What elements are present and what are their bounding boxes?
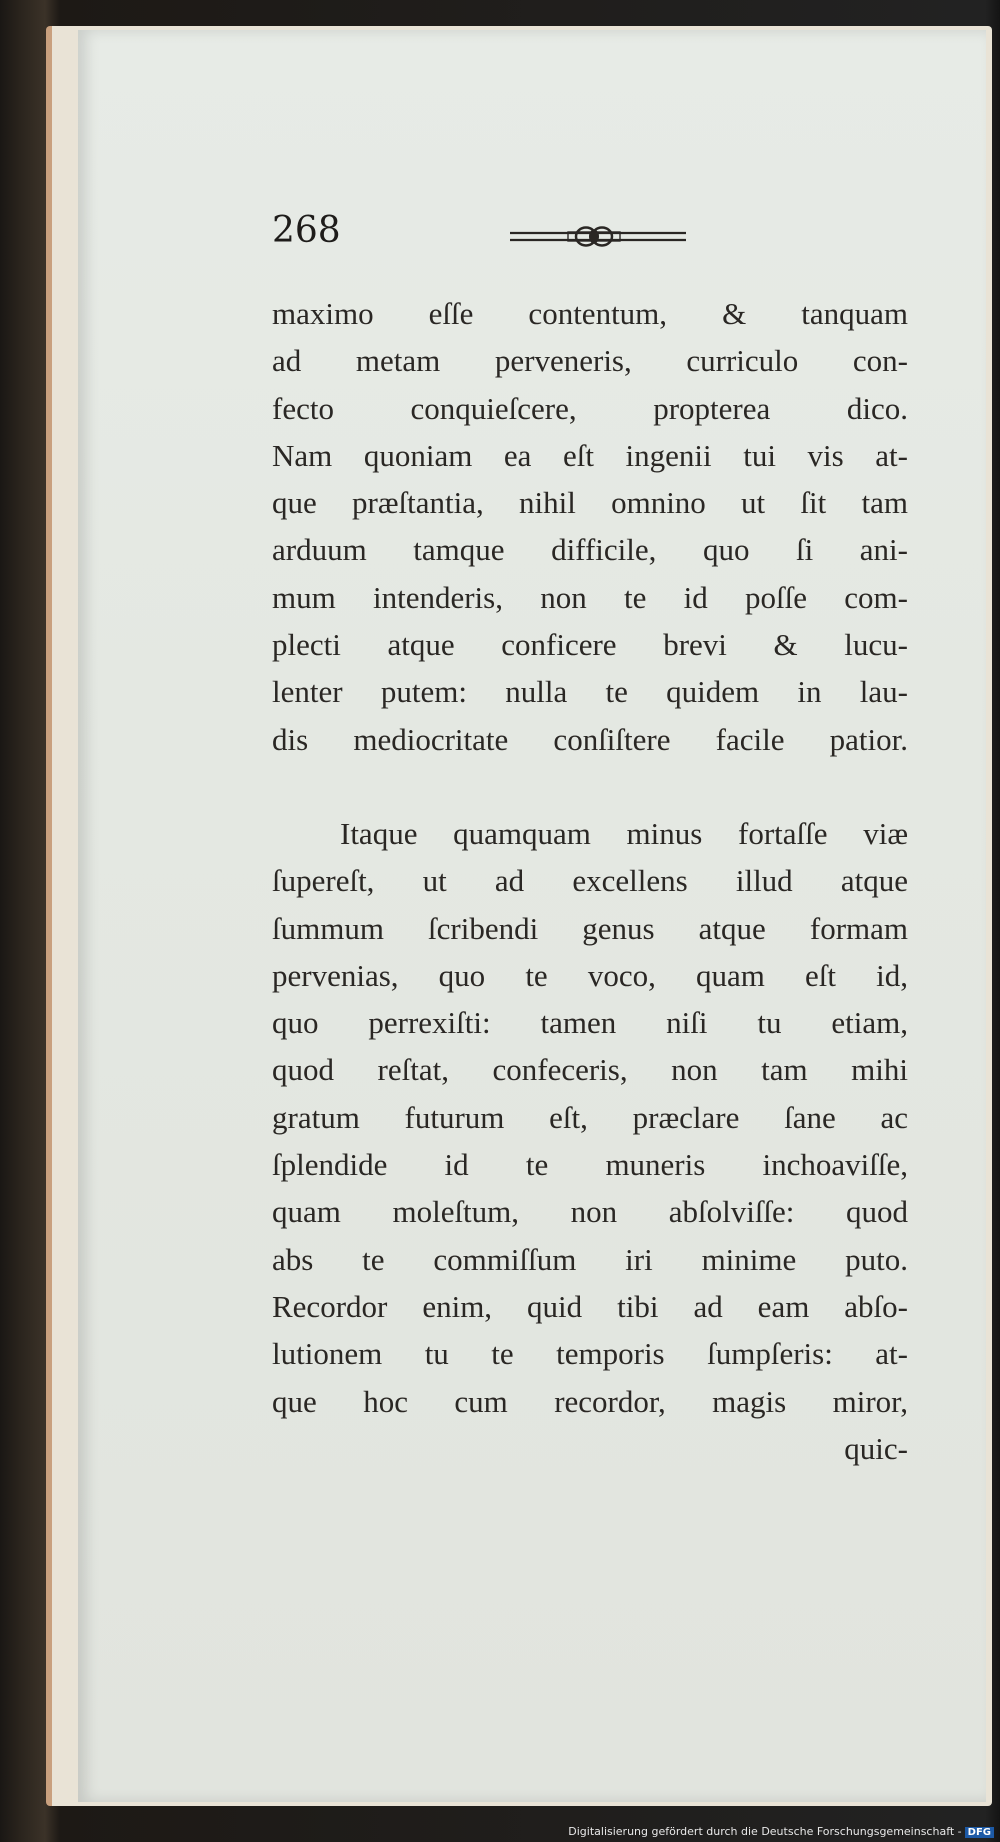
- text-line: lenter putem: nulla te quidem in lau-: [272, 674, 908, 710]
- text-line: plecti atque conficere brevi & lucu-: [272, 627, 908, 663]
- text-line: mum intenderis, non te id poſſe com-: [272, 579, 908, 615]
- text-line: ſummum ſcribendi genus atque formam: [272, 910, 908, 946]
- digitization-credit: [568, 1825, 994, 1838]
- text-line: quod reſtat, confeceris, non tam mihi: [272, 1052, 908, 1088]
- catchword: quic-: [844, 1430, 908, 1466]
- text-line: Recordor enim, quid tibi ad eam abſo-: [272, 1288, 908, 1324]
- text-line: abs te commiſſum iri minime puto.: [272, 1241, 908, 1277]
- text-line: lutionem tu te temporis ſumpſeris: at-: [272, 1336, 908, 1372]
- text-line: gratum futurum eſt, præclare ſane ac: [272, 1099, 908, 1135]
- credit-text: Digitalisierung gefördert durch die Deutsche Forschungsgemeinschaft -: [568, 1825, 962, 1838]
- body-text: [272, 290, 908, 1472]
- text-line: maximo eſſe contentum, & tanquam: [272, 296, 908, 331]
- text-line: Nam quoniam ea eſt ingenii tui vis at-: [272, 437, 908, 473]
- text-line: pervenias, quo te voco, quam eſt id,: [272, 957, 908, 993]
- text-line: Itaque quamquam minus fortaſſe viæ: [340, 815, 908, 851]
- text-line: que præſtantia, nihil omnino ut ſit tam: [272, 485, 908, 521]
- page-header: [272, 210, 932, 270]
- ornament-rule-icon: [508, 222, 688, 252]
- paragraph-gap: [272, 763, 908, 810]
- text-line: que hoc cum recordor, magis miror,: [272, 1383, 908, 1419]
- dfg-logo: DFG: [965, 1827, 994, 1838]
- text-line: ad metam perveneris, curriculo con-: [272, 343, 908, 379]
- text-line: quam moleſtum, non abſolviſſe: quod: [272, 1194, 908, 1230]
- page-number: 268: [272, 210, 341, 251]
- text-line: dis mediocritate conſiſtere facile patior.: [272, 721, 908, 757]
- text-line: ſupereſt, ut ad excellens illud atque: [272, 863, 908, 899]
- text-line: fecto conquieſcere, propterea dico.: [272, 390, 908, 426]
- text-line: quo perrexiſti: tamen niſi tu etiam,: [272, 1005, 908, 1041]
- text-line: arduum tamque difficile, quo ſi ani-: [272, 532, 908, 568]
- text-line: ſplendide id te muneris inchoaviſſe,: [272, 1147, 908, 1183]
